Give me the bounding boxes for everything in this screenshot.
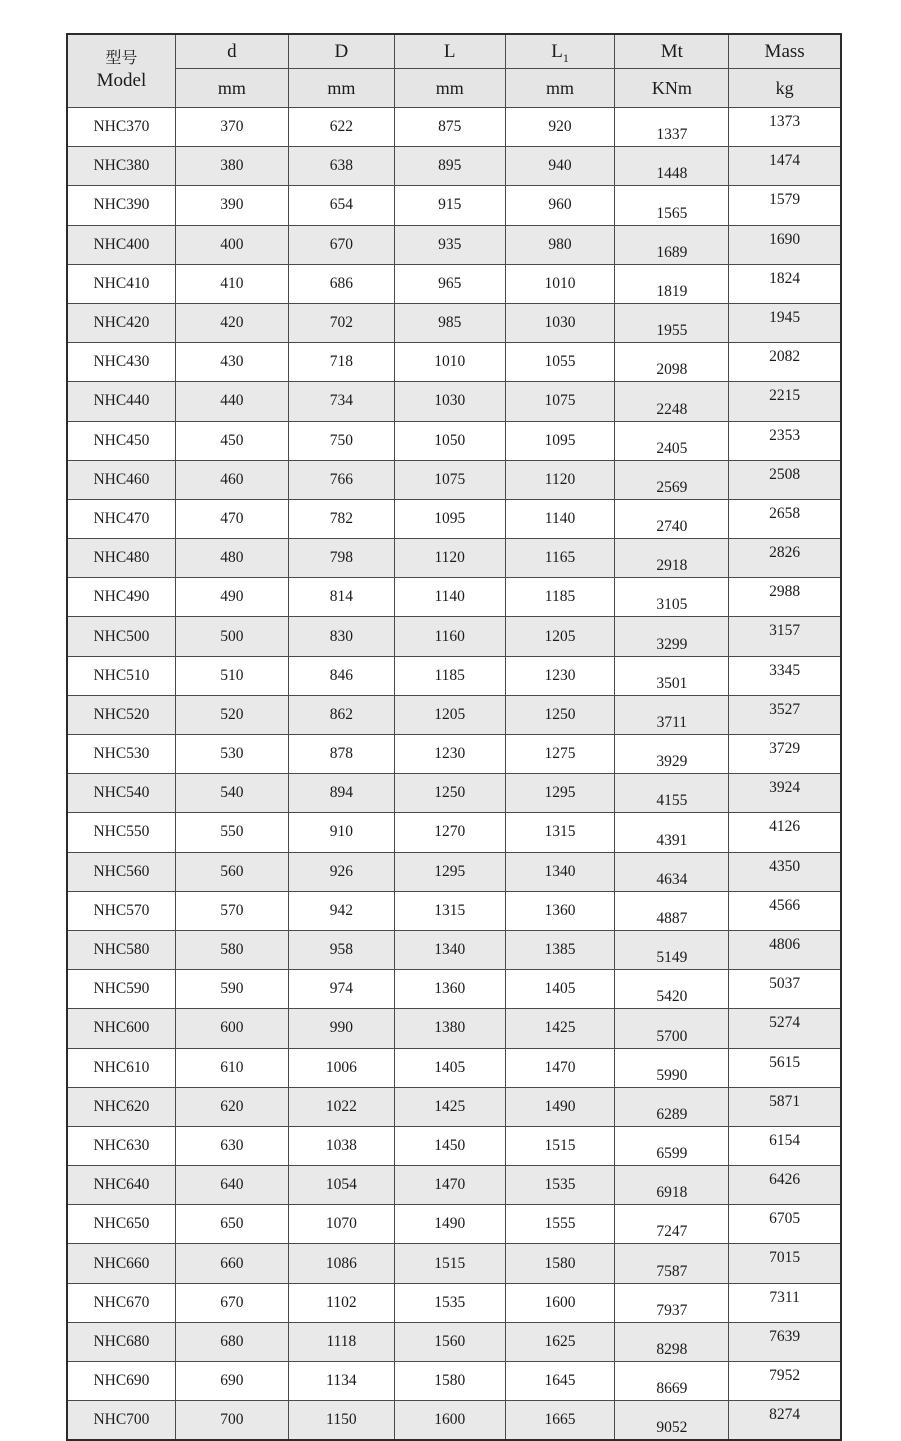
model-cell: NHC400 xyxy=(67,225,175,264)
model-cell: NHC590 xyxy=(67,970,175,1009)
value-cell: 5871 xyxy=(729,1087,841,1126)
value-cell: 6599 xyxy=(615,1126,729,1165)
table-row xyxy=(67,460,841,499)
value-cell: 846 xyxy=(288,656,394,695)
col-header-mt xyxy=(615,34,729,69)
table-row xyxy=(67,891,841,930)
value-cell: 1010 xyxy=(394,343,505,382)
value-cell: 660 xyxy=(175,1244,288,1283)
col-label: Mass xyxy=(764,40,805,62)
table-body xyxy=(67,108,841,1441)
value-cell: 830 xyxy=(288,617,394,656)
model-cell: NHC560 xyxy=(67,852,175,891)
value-cell: 6918 xyxy=(615,1166,729,1205)
value-cell: 1140 xyxy=(505,499,615,538)
value-cell: 2918 xyxy=(615,539,729,578)
value-cell: 1380 xyxy=(394,1009,505,1048)
model-cell: NHC700 xyxy=(67,1401,175,1441)
value-cell: 8298 xyxy=(615,1322,729,1361)
value-cell: 430 xyxy=(175,343,288,382)
table-row xyxy=(67,1087,841,1126)
value-cell: 400 xyxy=(175,225,288,264)
value-cell: 990 xyxy=(288,1009,394,1048)
value-cell: 1295 xyxy=(505,774,615,813)
value-cell: 670 xyxy=(175,1283,288,1322)
value-cell: 3105 xyxy=(615,578,729,617)
value-cell: 1250 xyxy=(394,774,505,813)
value-cell: 1515 xyxy=(505,1126,615,1165)
unit-mass: kg xyxy=(729,69,841,108)
value-cell: 1205 xyxy=(505,617,615,656)
model-cell: NHC670 xyxy=(67,1283,175,1322)
value-cell: 875 xyxy=(394,108,505,147)
value-cell: 1185 xyxy=(394,656,505,695)
value-cell: 7015 xyxy=(729,1244,841,1283)
value-cell: 1095 xyxy=(394,499,505,538)
value-cell: 1006 xyxy=(288,1048,394,1087)
value-cell: 1010 xyxy=(505,264,615,303)
value-cell: 1030 xyxy=(505,303,615,342)
value-cell: 6426 xyxy=(729,1166,841,1205)
value-cell: 862 xyxy=(288,695,394,734)
table-row xyxy=(67,1166,841,1205)
model-cell: NHC690 xyxy=(67,1362,175,1401)
value-cell: 1270 xyxy=(394,813,505,852)
spec-table xyxy=(66,33,842,1441)
value-cell: 370 xyxy=(175,108,288,147)
model-cell: NHC530 xyxy=(67,735,175,774)
table-row xyxy=(67,1009,841,1048)
value-cell: 2740 xyxy=(615,499,729,538)
value-cell: 1580 xyxy=(505,1244,615,1283)
value-cell: 1579 xyxy=(729,186,841,225)
table-row xyxy=(67,382,841,421)
value-cell: 6289 xyxy=(615,1087,729,1126)
value-cell: 440 xyxy=(175,382,288,421)
value-cell: 1819 xyxy=(615,264,729,303)
value-cell: 4634 xyxy=(615,852,729,891)
value-cell: 1689 xyxy=(615,225,729,264)
value-cell: 1340 xyxy=(505,852,615,891)
table-row xyxy=(67,578,841,617)
model-cell: NHC500 xyxy=(67,617,175,656)
value-cell: 1665 xyxy=(505,1401,615,1441)
value-cell: 1165 xyxy=(505,539,615,578)
value-cell: 2248 xyxy=(615,382,729,421)
value-cell: 4566 xyxy=(729,891,841,930)
col-label: D xyxy=(334,40,349,62)
table-row xyxy=(67,1362,841,1401)
model-cell: NHC510 xyxy=(67,656,175,695)
model-cell: NHC470 xyxy=(67,499,175,538)
unit-l1: mm xyxy=(505,69,615,108)
value-cell: 550 xyxy=(175,813,288,852)
value-cell: 620 xyxy=(175,1087,288,1126)
value-cell: 910 xyxy=(288,813,394,852)
model-cell: NHC550 xyxy=(67,813,175,852)
value-cell: 1474 xyxy=(729,147,841,186)
col-header-d-big xyxy=(288,34,394,69)
model-cell: NHC440 xyxy=(67,382,175,421)
model-cell: NHC620 xyxy=(67,1087,175,1126)
value-cell: 7937 xyxy=(615,1283,729,1322)
value-cell: 690 xyxy=(175,1362,288,1401)
header-row-units xyxy=(67,69,841,108)
value-cell: 654 xyxy=(288,186,394,225)
value-cell: 1275 xyxy=(505,735,615,774)
unit-mt: KNm xyxy=(615,69,729,108)
value-cell: 540 xyxy=(175,774,288,813)
value-cell: 958 xyxy=(288,930,394,969)
value-cell: 500 xyxy=(175,617,288,656)
value-cell: 390 xyxy=(175,186,288,225)
value-cell: 1625 xyxy=(505,1322,615,1361)
value-cell: 1535 xyxy=(505,1166,615,1205)
table-row xyxy=(67,343,841,382)
value-cell: 410 xyxy=(175,264,288,303)
value-cell: 1448 xyxy=(615,147,729,186)
value-cell: 1600 xyxy=(505,1283,615,1322)
value-cell: 1315 xyxy=(505,813,615,852)
value-cell: 460 xyxy=(175,460,288,499)
value-cell: 7639 xyxy=(729,1322,841,1361)
value-cell: 560 xyxy=(175,852,288,891)
value-cell: 3527 xyxy=(729,695,841,734)
model-cell: NHC430 xyxy=(67,343,175,382)
value-cell: 1555 xyxy=(505,1205,615,1244)
value-cell: 2569 xyxy=(615,460,729,499)
value-cell: 2508 xyxy=(729,460,841,499)
value-cell: 1955 xyxy=(615,303,729,342)
table-row xyxy=(67,695,841,734)
value-cell: 1373 xyxy=(729,108,841,147)
value-cell: 1515 xyxy=(394,1244,505,1283)
table-row xyxy=(67,264,841,303)
value-cell: 702 xyxy=(288,303,394,342)
value-cell: 1086 xyxy=(288,1244,394,1283)
value-cell: 6154 xyxy=(729,1126,841,1165)
model-cell: NHC380 xyxy=(67,147,175,186)
value-cell: 2988 xyxy=(729,578,841,617)
value-cell: 1405 xyxy=(505,970,615,1009)
col-header-model xyxy=(67,34,175,108)
model-header-english: Model xyxy=(96,70,147,92)
model-cell: NHC450 xyxy=(67,421,175,460)
value-cell: 2826 xyxy=(729,539,841,578)
value-cell: 3299 xyxy=(615,617,729,656)
value-cell: 1075 xyxy=(394,460,505,499)
value-cell: 420 xyxy=(175,303,288,342)
value-cell: 1565 xyxy=(615,186,729,225)
value-cell: 580 xyxy=(175,930,288,969)
value-cell: 640 xyxy=(175,1166,288,1205)
value-cell: 1824 xyxy=(729,264,841,303)
col-header-d-small xyxy=(175,34,288,69)
value-cell: 942 xyxy=(288,891,394,930)
model-cell: NHC520 xyxy=(67,695,175,734)
table-row xyxy=(67,539,841,578)
table-row xyxy=(67,774,841,813)
value-cell: 3924 xyxy=(729,774,841,813)
value-cell: 2215 xyxy=(729,382,841,421)
value-cell: 894 xyxy=(288,774,394,813)
value-cell: 3345 xyxy=(729,656,841,695)
value-cell: 2405 xyxy=(615,421,729,460)
table-row xyxy=(67,656,841,695)
value-cell: 9052 xyxy=(615,1401,729,1441)
model-cell: NHC490 xyxy=(67,578,175,617)
value-cell: 4391 xyxy=(615,813,729,852)
value-cell: 1102 xyxy=(288,1283,394,1322)
table-row xyxy=(67,617,841,656)
model-cell: NHC600 xyxy=(67,1009,175,1048)
value-cell: 1405 xyxy=(394,1048,505,1087)
value-cell: 1205 xyxy=(394,695,505,734)
model-cell: NHC410 xyxy=(67,264,175,303)
value-cell: 490 xyxy=(175,578,288,617)
table-row xyxy=(67,1283,841,1322)
model-cell: NHC390 xyxy=(67,186,175,225)
model-cell: NHC640 xyxy=(67,1166,175,1205)
value-cell: 1095 xyxy=(505,421,615,460)
value-cell: 638 xyxy=(288,147,394,186)
model-cell: NHC650 xyxy=(67,1205,175,1244)
value-cell: 974 xyxy=(288,970,394,1009)
value-cell: 8274 xyxy=(729,1401,841,1441)
value-cell: 520 xyxy=(175,695,288,734)
table-row xyxy=(67,852,841,891)
model-cell: NHC630 xyxy=(67,1126,175,1165)
table-row xyxy=(67,421,841,460)
value-cell: 750 xyxy=(288,421,394,460)
value-cell: 510 xyxy=(175,656,288,695)
value-cell: 920 xyxy=(505,108,615,147)
value-cell: 1160 xyxy=(394,617,505,656)
value-cell: 1054 xyxy=(288,1166,394,1205)
value-cell: 7952 xyxy=(729,1362,841,1401)
value-cell: 1645 xyxy=(505,1362,615,1401)
value-cell: 7247 xyxy=(615,1205,729,1244)
value-cell: 610 xyxy=(175,1048,288,1087)
value-cell: 3729 xyxy=(729,735,841,774)
value-cell: 1315 xyxy=(394,891,505,930)
value-cell: 680 xyxy=(175,1322,288,1361)
model-header-chinese: 型号 xyxy=(105,50,138,68)
value-cell: 718 xyxy=(288,343,394,382)
model-cell: NHC610 xyxy=(67,1048,175,1087)
value-cell: 1070 xyxy=(288,1205,394,1244)
value-cell: 1580 xyxy=(394,1362,505,1401)
table-row xyxy=(67,108,841,147)
value-cell: 1230 xyxy=(394,735,505,774)
value-cell: 3711 xyxy=(615,695,729,734)
value-cell: 700 xyxy=(175,1401,288,1441)
model-cell: NHC580 xyxy=(67,930,175,969)
table-row xyxy=(67,1244,841,1283)
value-cell: 1450 xyxy=(394,1126,505,1165)
table-row xyxy=(67,1401,841,1441)
value-cell: 1337 xyxy=(615,108,729,147)
model-cell: NHC540 xyxy=(67,774,175,813)
model-cell: NHC460 xyxy=(67,460,175,499)
value-cell: 935 xyxy=(394,225,505,264)
value-cell: 1030 xyxy=(394,382,505,421)
value-cell: 915 xyxy=(394,186,505,225)
value-cell: 5990 xyxy=(615,1048,729,1087)
unit-d-big: mm xyxy=(288,69,394,108)
value-cell: 1295 xyxy=(394,852,505,891)
value-cell: 1690 xyxy=(729,225,841,264)
value-cell: 1490 xyxy=(394,1205,505,1244)
value-cell: 5037 xyxy=(729,970,841,1009)
value-cell: 380 xyxy=(175,147,288,186)
table-row xyxy=(67,499,841,538)
value-cell: 4155 xyxy=(615,774,729,813)
value-cell: 450 xyxy=(175,421,288,460)
value-cell: 650 xyxy=(175,1205,288,1244)
value-cell: 5420 xyxy=(615,970,729,1009)
value-cell: 798 xyxy=(288,539,394,578)
col-label: L xyxy=(551,40,563,62)
value-cell: 766 xyxy=(288,460,394,499)
value-cell: 1385 xyxy=(505,930,615,969)
value-cell: 965 xyxy=(394,264,505,303)
value-cell: 8669 xyxy=(615,1362,729,1401)
value-cell: 5700 xyxy=(615,1009,729,1048)
value-cell: 2082 xyxy=(729,343,841,382)
value-cell: 782 xyxy=(288,499,394,538)
value-cell: 4887 xyxy=(615,891,729,930)
value-cell: 3501 xyxy=(615,656,729,695)
value-cell: 470 xyxy=(175,499,288,538)
value-cell: 985 xyxy=(394,303,505,342)
table-header xyxy=(67,34,841,108)
value-cell: 4126 xyxy=(729,813,841,852)
col-label: L xyxy=(443,40,456,62)
value-cell: 480 xyxy=(175,539,288,578)
value-cell: 1340 xyxy=(394,930,505,969)
value-cell: 5615 xyxy=(729,1048,841,1087)
value-cell: 1250 xyxy=(505,695,615,734)
value-cell: 2098 xyxy=(615,343,729,382)
value-cell: 7587 xyxy=(615,1244,729,1283)
table-row xyxy=(67,1126,841,1165)
value-cell: 980 xyxy=(505,225,615,264)
value-cell: 926 xyxy=(288,852,394,891)
table-row xyxy=(67,813,841,852)
value-cell: 1050 xyxy=(394,421,505,460)
col-label: d xyxy=(227,40,237,62)
value-cell: 1535 xyxy=(394,1283,505,1322)
value-cell: 530 xyxy=(175,735,288,774)
model-cell: NHC570 xyxy=(67,891,175,930)
value-cell: 1360 xyxy=(394,970,505,1009)
col-header-l xyxy=(394,34,505,69)
unit-l: mm xyxy=(394,69,505,108)
value-cell: 4806 xyxy=(729,930,841,969)
value-cell: 1140 xyxy=(394,578,505,617)
header-row-labels xyxy=(67,34,841,69)
table-row xyxy=(67,735,841,774)
col-label-subscript: 1 xyxy=(562,50,569,65)
value-cell: 5149 xyxy=(615,930,729,969)
unit-d-small: mm xyxy=(175,69,288,108)
model-cell: NHC680 xyxy=(67,1322,175,1361)
table-row xyxy=(67,303,841,342)
value-cell: 1120 xyxy=(394,539,505,578)
value-cell: 1600 xyxy=(394,1401,505,1441)
model-cell: NHC480 xyxy=(67,539,175,578)
value-cell: 7311 xyxy=(729,1283,841,1322)
col-label: Mt xyxy=(660,40,683,62)
value-cell: 734 xyxy=(288,382,394,421)
table-row xyxy=(67,1205,841,1244)
value-cell: 960 xyxy=(505,186,615,225)
value-cell: 1038 xyxy=(288,1126,394,1165)
value-cell: 3157 xyxy=(729,617,841,656)
value-cell: 1490 xyxy=(505,1087,615,1126)
table-row xyxy=(67,930,841,969)
col-header-l1 xyxy=(505,34,615,69)
value-cell: 1230 xyxy=(505,656,615,695)
model-cell: NHC420 xyxy=(67,303,175,342)
col-header-mass xyxy=(729,34,841,69)
value-cell: 1075 xyxy=(505,382,615,421)
table-row xyxy=(67,225,841,264)
table-row xyxy=(67,970,841,1009)
value-cell: 814 xyxy=(288,578,394,617)
value-cell: 1425 xyxy=(505,1009,615,1048)
table-row xyxy=(67,1322,841,1361)
table-row xyxy=(67,147,841,186)
value-cell: 1560 xyxy=(394,1322,505,1361)
value-cell: 1470 xyxy=(505,1048,615,1087)
value-cell: 570 xyxy=(175,891,288,930)
value-cell: 1055 xyxy=(505,343,615,382)
value-cell: 1150 xyxy=(288,1401,394,1441)
value-cell: 3929 xyxy=(615,735,729,774)
value-cell: 1470 xyxy=(394,1166,505,1205)
value-cell: 6705 xyxy=(729,1205,841,1244)
value-cell: 1022 xyxy=(288,1087,394,1126)
value-cell: 878 xyxy=(288,735,394,774)
value-cell: 4350 xyxy=(729,852,841,891)
value-cell: 1120 xyxy=(505,460,615,499)
model-cell: NHC660 xyxy=(67,1244,175,1283)
value-cell: 895 xyxy=(394,147,505,186)
table-row xyxy=(67,186,841,225)
value-cell: 590 xyxy=(175,970,288,1009)
value-cell: 686 xyxy=(288,264,394,303)
value-cell: 1134 xyxy=(288,1362,394,1401)
value-cell: 5274 xyxy=(729,1009,841,1048)
model-cell: NHC370 xyxy=(67,108,175,147)
value-cell: 2353 xyxy=(729,421,841,460)
value-cell: 1118 xyxy=(288,1322,394,1361)
value-cell: 1360 xyxy=(505,891,615,930)
value-cell: 630 xyxy=(175,1126,288,1165)
value-cell: 622 xyxy=(288,108,394,147)
value-cell: 1185 xyxy=(505,578,615,617)
value-cell: 940 xyxy=(505,147,615,186)
value-cell: 1945 xyxy=(729,303,841,342)
value-cell: 1425 xyxy=(394,1087,505,1126)
value-cell: 670 xyxy=(288,225,394,264)
value-cell: 600 xyxy=(175,1009,288,1048)
table-row xyxy=(67,1048,841,1087)
value-cell: 2658 xyxy=(729,499,841,538)
